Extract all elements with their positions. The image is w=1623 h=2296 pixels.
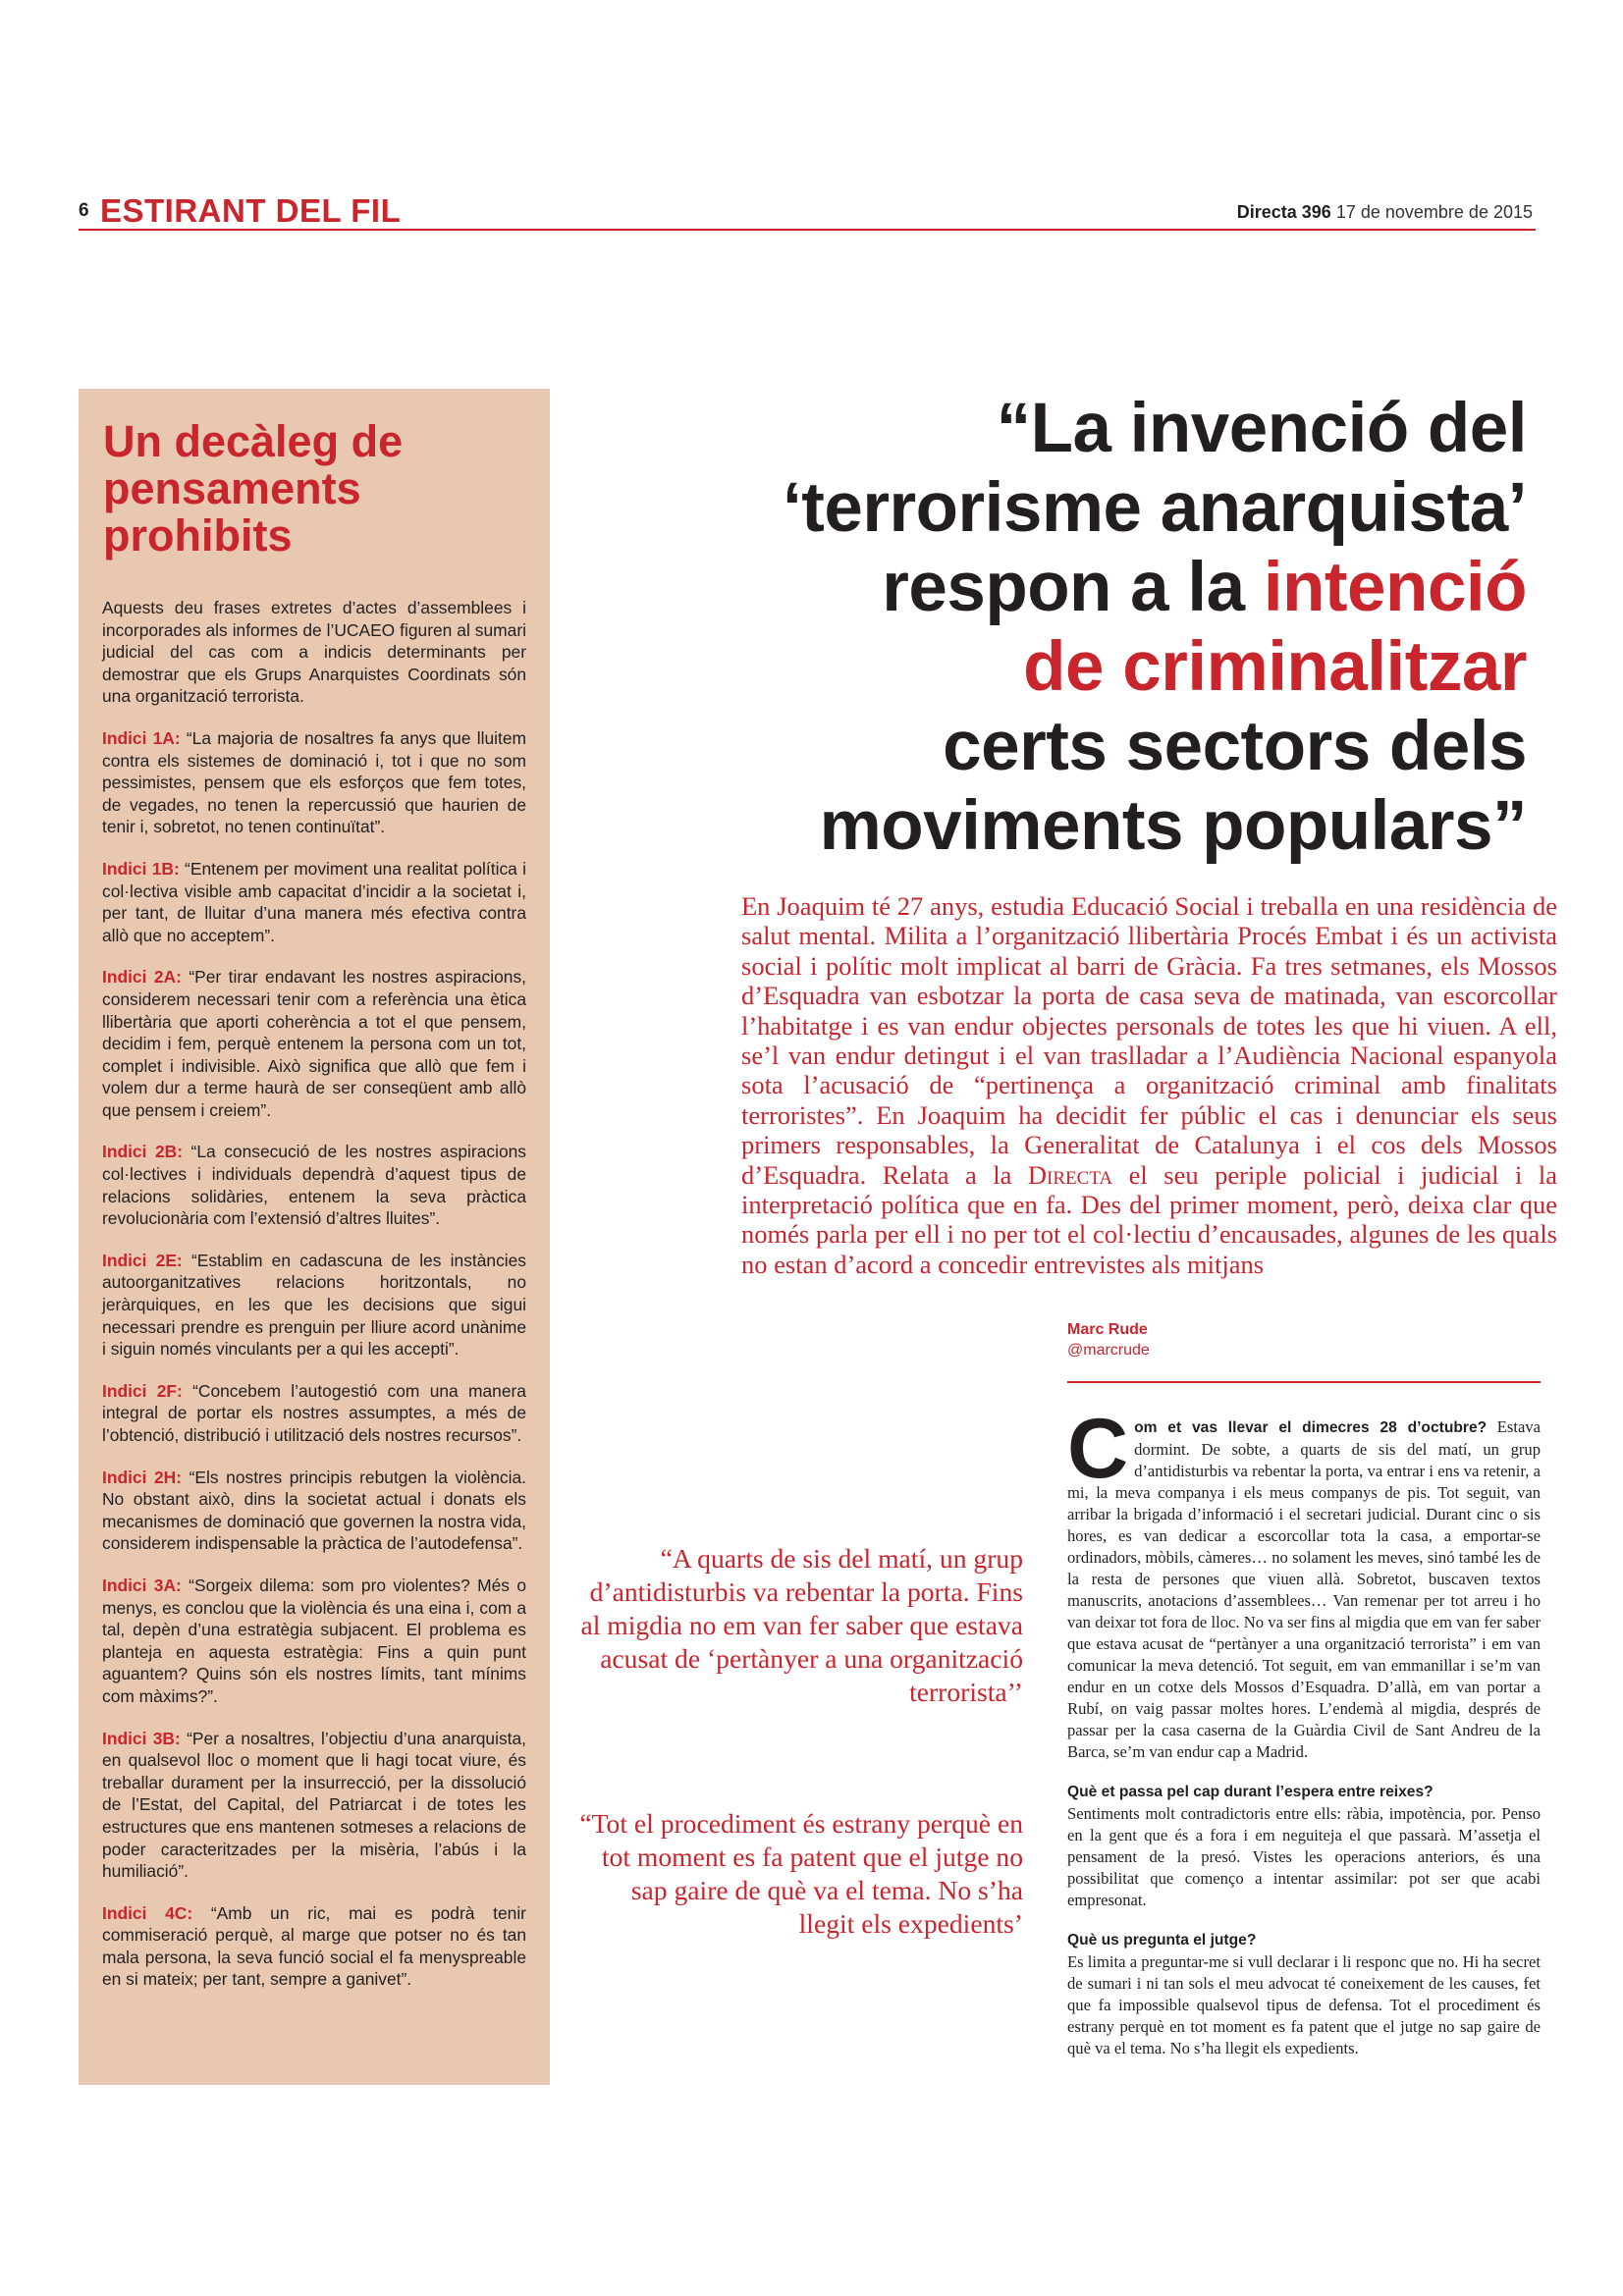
pull-quote: “A quarts de sis del matí, un grup d’antidisturbis va rebentar la porta. Fins al migdia no em van fer saber que estava acusat de ‘pertànyer a una organització terrorista’’ <box>580 1543 1023 1707</box>
qa-block <box>1067 1929 1541 2059</box>
drop-cap: C <box>1067 1402 1129 1496</box>
indici-text: “La consecució de les nostres aspiracions col·lectives i individuals dependrà d’aquest tipus de relacions solidàries, entenem la seva pràctica revolucionària com l’extensió d’altres lluites”. <box>102 1142 526 1229</box>
headline-line: certs sectors dels <box>943 708 1527 785</box>
headline-line: moviments populars” <box>819 787 1527 865</box>
indici-item <box>102 1728 526 1883</box>
indici-text: “Per tirar endavant les nostres aspiracions, considerem necessari tenir com a referència una ètica llibertària que aporti coherència a tot el que pensem, decidim i fem, perquè entenem la persona com un tot, complet i indivisible. Això significa que allò que fem i volem dur a terme haurà de ser conseqüent amb allò que pensem i creiem”. <box>102 967 526 1120</box>
sidebar-intro: Aquests deu frases extretes d’actes d’assemblees i incorporades als informes de l’UCAEO figuren al sumari judicial del cas com a indicis determinants per demostrar que els Grups Anarquistes Coordinats són una organització terrorista. <box>102 598 526 707</box>
indici-item <box>102 1467 526 1555</box>
sidebar-title: Un decàleg de pensaments prohibits <box>103 416 404 561</box>
byline <box>1067 1321 1541 1360</box>
indici-label: Indici 2F: <box>102 1380 183 1401</box>
indici-text: “Amb un ric, mai es podrà tenir commiseració perquè, al marge que potser no és tan mala persona, la seva funció social el fa menyspreable en si mateix; per tant, sempre a ganivet”. <box>102 1902 526 1990</box>
indici-label: Indici 4C: <box>102 1902 193 1923</box>
indici-label: Indici 3A: <box>102 1575 182 1595</box>
interview-question: Què et passa pel cap durant l’espera entre reixes? <box>1067 1784 1434 1800</box>
indici-item <box>102 1380 526 1447</box>
interview-body <box>1067 1402 1541 2059</box>
sidebar-box <box>79 389 550 2085</box>
indici-label: Indici 2E: <box>102 1250 183 1270</box>
headline-highlight: intenció <box>1263 549 1527 626</box>
indici-item <box>102 1250 526 1361</box>
indici-label: Indici 3B: <box>102 1728 181 1748</box>
interview-answer: Sentiments molt contradictoris entre ells: ràbia, impotència, por. Penso en la gent que és a fora i em neguiteja el que passarà. M’assetja el pensament de la presó. Vistes les operacions anteriors, és una possibilitat que començo a intentar assimilar: pot ser que acabi empresonat. <box>1067 1804 1541 1909</box>
interview-question: om et vas llevar el dimecres 28 d’octubre? <box>1134 1419 1488 1436</box>
publication-mention: Directa <box>1027 1159 1113 1190</box>
qa-block <box>1067 1402 1541 1763</box>
indici-text: “Per a nosaltres, l’objectiu d’una anarquista, en qualsevol lloc o moment que li hagi tocat viure, és treballar durament per la insurrecció, per la dissolució de l’Estat, del Capital, del Patriarcat i de totes les estructures que ens mantenen sotmeses a relacions de poder caracteritzades per la misèria, l’abús i la humiliació”. <box>102 1728 526 1882</box>
indici-label: Indici 1A: <box>102 727 181 748</box>
lead-text: el seu periple policial i judicial i la interpretació política que en fa. Des del primer moment, però, deixa clar que només parla per ell i no per tot el col·lectiu d’encausades, algunes de les quals no estan d’acord a concedir entrevistes als mitjans <box>741 1159 1558 1279</box>
pull-quote: “Tot el procediment és estrany perquè en tot moment es fa patent que el jutge no sap gaire de què va el tema. No s’ha llegit els expedients’ <box>579 1808 1023 1939</box>
issue-date: 17 de novembre de 2015 <box>1335 202 1533 222</box>
headline-line: ‘terrorisme anarquista’ <box>783 469 1527 547</box>
author-handle: @marcrude <box>1067 1342 1150 1359</box>
header-rule <box>79 229 1536 231</box>
headline-highlight: de criminalitzar <box>1023 628 1527 706</box>
headline-line: “La invenció del <box>996 390 1527 467</box>
headline-line: respon a la <box>882 549 1264 626</box>
section-title: ESTIRANT DEL FIL <box>100 192 402 229</box>
indici-text: “Els nostres principis rebutgen la violència. No obstant això, dins la societat actual i donats els mecanismes de dominació que governen la nostra vida, considerem indispensable la pràctica de l’autodefensa”. <box>102 1467 526 1554</box>
indici-text: “Entenem per moviment una realitat política i col·lectiva visible amb capacitat d’incidir a la societat i, per tant, de lluitar d’una manera més efectiva contra allò que no acceptem”. <box>102 858 526 945</box>
indici-item <box>102 1141 526 1229</box>
author-name: Marc Rude <box>1067 1321 1148 1338</box>
interview-answer: Estava dormint. De sobte, a quarts de sis del matí, un grup d’antidisturbis va rebentar la porta, va entrar i ens va retenir, a mi, la meva companya i els meus companys de pis. Tot seguit, van arribar la brigada d’informació i el secretari judicial. Durant cinc o sis hores, es van dedicar a escorcollar tota la casa, a emportar-se ordinadors, mòbils, càmeres… no solament les meves, sinó també les de la resta de persones que viuen allà. Sobretot, buscaven textos manuscrits, anotacions d’assemblees… Van remenar per tot arreu i ho van deixar tot fora de lloc. No va ser fins al migdia que em van fer saber que estava acusat de “pertànyer a una organització terrorista” i em van comunicar la meva detenció. Tot seguit, em van emmanillar i se’m van endur en un cotxe dels Mossos d’Esquadra. D’allà, em van portar a Rubí, on vaig passar moltes hores. L’endemà al migdia, després de passar per la casa caserna de la Guàrdia Civil de Sant Andreu de la Barca, se’m van endur cap a Madrid. <box>1067 1417 1541 1761</box>
indici-item <box>102 966 526 1121</box>
lead-text: En Joaquim té 27 anys, estudia Educació Social i treballa en una residència de salut mental. Milita a l’organització llibertària Procés Embat i és un activista social i polític molt implicat al barri de Gràcia. Fa tres setmanes, els Mossos d’Esquadra van esbotzar la porta de casa seva de matinada, van escorcollar l’habitatge i es van endur objectes personals de totes les que hi viuen. A ell, se’l van endur detingut i el van traslladar a l’Audiència Nacional espanyola sota l’acusació de “pertinença a organització criminal amb finalitats terroristes”. En Joaquim ha decidit fer públic el cas i denunciar els seus primers responsables, la Generalitat de Catalunya i el cos dels Mossos d’Esquadra. Relata a la <box>741 891 1557 1190</box>
indici-label: Indici 2H: <box>102 1467 183 1487</box>
indici-text: “Sorgeix dilema: som pro violentes? Més o menys, es conclou que la violència és una eina i, com a tal, depèn d’una estratègia subjacent. El problema es planteja en aquesta estratègia: Fins a quin punt aguantem? Quins són els nostres límits, tant mínims com màxims?”. <box>102 1575 526 1706</box>
headline <box>584 389 1527 866</box>
lead-paragraph <box>741 891 1557 1279</box>
indici-text: “Establim en cadascuna de les instàncies autoorganitzatives relacions horitzontals, no jeràrquiques, en les que les decisions que sigui necessari prendre es prenguin per lliure acord unànime i siguin només vinculants per a qui les accepti”. <box>102 1250 526 1360</box>
publication-name: Directa 396 <box>1236 202 1331 222</box>
interview-question: Què us pregunta el jutge? <box>1067 1932 1257 1949</box>
indici-label: Indici 2B: <box>102 1142 183 1162</box>
qa-block <box>1067 1781 1541 1911</box>
indici-item <box>102 1902 526 1991</box>
indici-item <box>102 727 526 838</box>
indici-item <box>102 1575 526 1708</box>
indici-label: Indici 1B: <box>102 858 180 879</box>
indici-text: “Concebem l’autogestió com una manera integral de portar els nostres assumptes, a més de l’obtenció, distribució i utilització dels nostres recursos”. <box>102 1380 526 1445</box>
byline-rule <box>1067 1381 1541 1383</box>
indici-item <box>102 858 526 946</box>
page-number: 6 <box>79 200 89 221</box>
indici-list <box>102 727 526 1991</box>
interview-answer: Es limita a preguntar-me si vull declarar i li responc que no. Hi ha secret de sumari i ni tan sols el meu advocat té coneixement de les causes, fet que fa impossible qualsevol tipus de defensa. Tot el procediment és estrany perquè en tot moment es fa patent que el jutge no sap gaire de què va el tema. No s’ha llegit els expedients. <box>1067 1952 1541 2057</box>
indici-text: “La majoria de nosaltres fa anys que lluitem contra els sistemes de dominació i, tot i que no som pessimistes, pensem que els esforços que fem totes, de vegades, no tenen la repercussió que haurien de tenir i, sobretot, no tenen continuïtat”. <box>102 727 526 837</box>
indici-label: Indici 2A: <box>102 967 182 988</box>
issue-info <box>1237 202 1533 223</box>
